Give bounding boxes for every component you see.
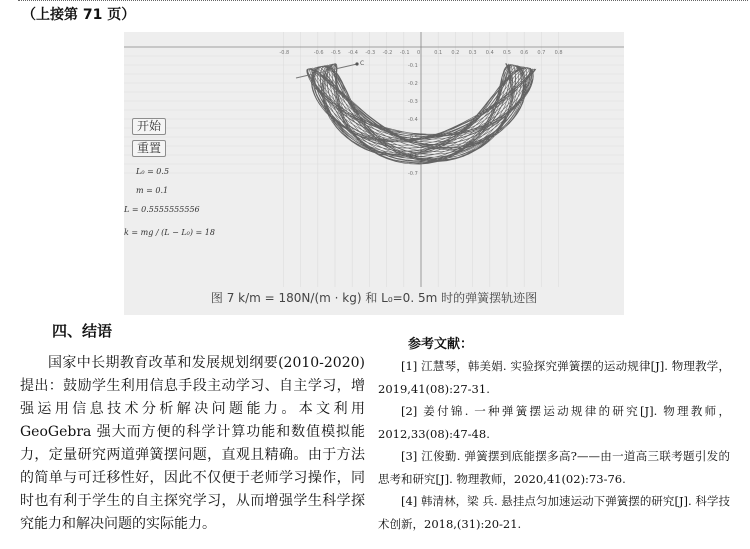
y-tick-label: -0.1 — [408, 63, 418, 69]
x-tick-label: -0.1 — [399, 50, 410, 56]
x-tick-label: 0.7 — [537, 50, 546, 56]
section-title: 四、结语 — [52, 322, 113, 340]
x-tick-label: 0.6 — [520, 50, 529, 56]
start-button[interactable]: 开始 — [132, 118, 166, 135]
x-tick-label: -0.6 — [313, 50, 324, 56]
x-tick-label: -0.5 — [331, 50, 341, 56]
y-tick-label: -0.4 — [408, 117, 418, 123]
trajectory-plot — [124, 32, 624, 287]
x-tick-label: 0.8 — [554, 50, 563, 56]
y-tick-label: -0.3 — [408, 99, 418, 105]
x-tick-label: 0 — [417, 50, 421, 56]
x-tick-label: -0.8 — [279, 50, 290, 56]
param-k: k = mg / (L − L₀) = 18 — [124, 228, 215, 237]
reference-item: [2] 姜付锦. 一种弹簧摆运动规律的研究[J]. 物理教师，2012,33(08):47-48. — [378, 404, 730, 441]
point-c — [355, 62, 358, 65]
y-tick-label: -0.5 — [408, 135, 418, 141]
x-tick-label: 0.3 — [468, 50, 477, 56]
param-m: m = 0.1 — [136, 186, 169, 195]
x-tick-label: 0.2 — [451, 50, 460, 56]
point-c-label: C — [360, 60, 365, 67]
references-list — [378, 355, 730, 535]
x-tick-label: 0.5 — [503, 50, 511, 56]
y-tick-label: -0.6 — [408, 153, 418, 159]
param-l0: L₀ = 0.5 — [136, 167, 170, 176]
x-tick-label: -0.2 — [382, 50, 393, 56]
references-title: 参考文献： — [408, 337, 474, 352]
x-tick-label: -0.4 — [348, 50, 358, 56]
x-axis — [124, 47, 624, 56]
reference-item: [1] 江慧琴，韩美娟. 实验探究弹簧摆的运动规律[J]. 物理教学，2019,41(08):27-31. — [378, 359, 730, 396]
y-tick-label: -0.7 — [408, 171, 418, 177]
param-length: L = 0.5555555556 — [124, 205, 200, 214]
x-tick-label: -0.3 — [365, 50, 376, 56]
y-tick-label: -0.2 — [408, 81, 418, 87]
figure-caption: 图 7 k/m = 180N/(m · kg) 和 L₀=0. 5m 时的弹簧摆轨迹图 — [210, 291, 538, 305]
continued-note: （上接第 71 页） — [22, 7, 136, 23]
x-tick-label: 0.4 — [485, 50, 494, 56]
reference-item: [4] 韩清林，梁 兵. 悬挂点匀加速运动下弹簧摆的研究[J]. 科学技术创新，2018,(31):20-21. — [378, 494, 730, 531]
reset-button[interactable]: 重置 — [132, 140, 166, 157]
plot-grid — [124, 32, 624, 287]
reference-item: [3] 江俊勤. 弹簧摆到底能摆多高?——由一道高三联考题引发的思考和研究[J]. 物理教师，2020,41(02):73-76. — [378, 449, 730, 486]
figure-7 — [124, 32, 624, 315]
conclusion-text: 国家中长期教育改革和发展规划纲要(2010-2020)提出：鼓励学生利用信息手段主动学习、自主学习，增强运用信息技术分析解决问题能力。本文利用 GeoGebra 强大而方便的科学计算功能和数值模拟能力，定量研究两道弹簧摆问题，直观且精确。由于方法的简单与可迁移性好，因此不仅便于老师学习操作，同时也有利于学生的自主探究学习，从而增强学生科学探究能力和解决问题的实际能力。 — [20, 355, 365, 532]
conclusion-paragraph — [20, 352, 365, 536]
x-tick-label: 0.1 — [434, 50, 443, 56]
